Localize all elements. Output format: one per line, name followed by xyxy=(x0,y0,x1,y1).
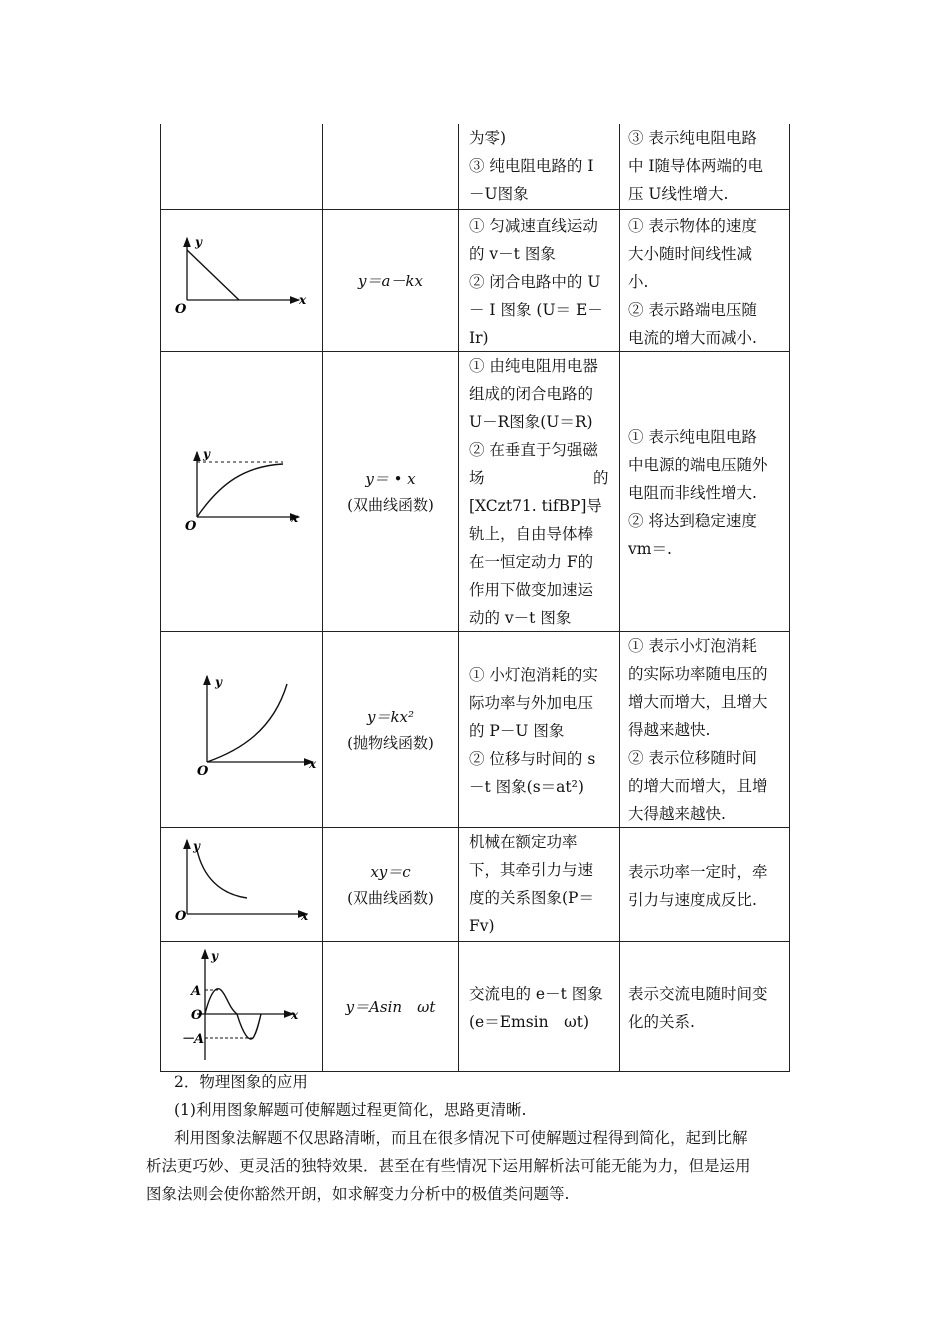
meaning-cell xyxy=(619,632,790,827)
formula-text: y＝kx² xyxy=(366,707,415,726)
example-cell xyxy=(458,352,619,631)
example-line: 下，其牵引力与速 xyxy=(469,861,594,879)
meaning-line: 大得越来越快. xyxy=(628,805,726,823)
parabola-graph xyxy=(161,632,323,828)
meaning-line: ③ 表示纯电阻电路 xyxy=(628,129,757,147)
meaning-line: 表示功率一定时，牵 xyxy=(628,862,768,881)
example-line: 场 的 xyxy=(469,469,609,487)
example-line: 的 v－t 图象 xyxy=(469,245,556,263)
example-line: 的 P－U 图象 xyxy=(469,721,565,740)
meaning-cell xyxy=(619,828,790,941)
example-cell xyxy=(458,210,619,351)
meaning-cell xyxy=(619,942,790,1071)
meaning-line: 的增大而增大，且增 xyxy=(628,777,768,795)
y-axis-label: y xyxy=(203,447,210,461)
meaning-line: 中 I随导体两端的电 xyxy=(628,157,764,175)
origin-label: O xyxy=(191,1008,203,1023)
graph-cell xyxy=(160,352,322,631)
example-cell xyxy=(458,828,619,941)
origin-label: O xyxy=(175,909,187,924)
meaning-line: ② 将达到稳定速度 xyxy=(628,511,757,530)
formula-cell xyxy=(322,352,458,631)
section-heading: 2．物理图象的应用 xyxy=(174,1073,308,1091)
formula-cell xyxy=(322,632,458,827)
formula-note: (抛物线函数) xyxy=(347,733,434,752)
meaning-line: 大小随时间线性减 xyxy=(628,245,753,263)
example-line: 机械在额定功率 xyxy=(469,833,578,851)
linear-decreasing-graph xyxy=(161,210,323,352)
body-line: 析法更巧妙、更灵活的独特效果．甚至在有些情况下运用解析法可能无能为力，但是运用 xyxy=(146,1157,751,1175)
meaning-line: ① 表示纯电阻电路 xyxy=(628,427,757,446)
meaning-line: 表示交流电随时间变 xyxy=(628,984,768,1003)
example-cell xyxy=(458,942,619,1071)
hyperbola-graph xyxy=(161,828,323,942)
origin-label: O xyxy=(175,302,187,317)
meaning-line: 小. xyxy=(628,273,649,291)
example-line: 作用下做变加速运 xyxy=(469,581,594,599)
meaning-line: vm＝. xyxy=(628,539,672,558)
origin-label: O xyxy=(185,519,197,534)
example-line: Ir) xyxy=(469,329,489,347)
example-line: 轨上，自由导体棒 xyxy=(469,525,594,543)
example-line: 度的关系图象(P＝ xyxy=(469,889,594,907)
example-cell xyxy=(458,632,619,827)
table-row xyxy=(160,828,790,942)
meaning-line: ① 表示物体的速度 xyxy=(628,217,757,235)
meaning-cell xyxy=(619,352,790,631)
formula-text: y＝Asin ωt xyxy=(345,997,436,1016)
example-line: ③ 纯电阻电路的 I xyxy=(469,157,594,175)
table-row xyxy=(160,124,790,210)
x-axis-label: x xyxy=(309,757,317,771)
example-line: ② 闭合电路中的 U xyxy=(469,273,601,291)
y-axis-label: y xyxy=(195,235,202,249)
example-line: (e＝Emsin ωt) xyxy=(469,1012,590,1031)
graph-table xyxy=(160,124,790,1072)
meaning-line: 的实际功率随电压的 xyxy=(628,665,768,683)
example-line: 为零) xyxy=(469,129,507,147)
x-axis-label: x xyxy=(291,511,299,525)
origin-label: O xyxy=(197,764,209,779)
y-axis-label: y xyxy=(211,949,218,963)
meaning-line: 电流的增大而减小. xyxy=(628,329,757,347)
y-axis-label: y xyxy=(193,839,200,853)
body-line: 图象法则会使你豁然开朗，如求解变力分析中的极值类问题等. xyxy=(146,1185,570,1203)
example-line: 交流电的 e－t 图象 xyxy=(469,984,603,1003)
meaning-line: 引力与速度成反比. xyxy=(628,890,757,909)
formula-cell xyxy=(322,828,458,941)
meaning-line: ② 表示路端电压随 xyxy=(628,301,757,319)
example-line: ② 在垂直于匀强磁 xyxy=(469,441,598,459)
example-line: ① 由纯电阻用电器 xyxy=(469,357,598,375)
example-line: [XCzt71. tifBP]导 xyxy=(469,497,602,515)
example-cell xyxy=(458,124,619,209)
example-line: 动的 v－t 图象 xyxy=(469,609,572,627)
formula-note: (双曲线函数) xyxy=(347,495,434,514)
saturating-curve-graph xyxy=(161,352,323,632)
formula-cell xyxy=(322,942,458,1071)
meaning-line: 电阻而非线性增大. xyxy=(628,483,757,502)
x-axis-label: x xyxy=(301,909,309,923)
formula-text: y＝ • x xyxy=(365,469,416,488)
meaning-cell xyxy=(619,210,790,351)
section-subheading: (1)利用图象解题可使解题过程更简化，思路更清晰. xyxy=(174,1101,527,1119)
meaning-cell xyxy=(619,124,790,209)
x-axis-label: x xyxy=(291,1008,299,1022)
meaning-line: 化的关系. xyxy=(628,1012,695,1031)
formula-cell xyxy=(322,124,458,209)
graph-cell xyxy=(160,942,322,1071)
formula-text: y＝a－kx xyxy=(358,271,423,290)
example-line: ① 小灯泡消耗的实 xyxy=(469,665,598,684)
meaning-line: 中电源的端电压随外 xyxy=(628,455,768,474)
meaning-line: 增大而增大，且增大 xyxy=(628,693,768,711)
x-axis-label: x xyxy=(299,293,307,307)
table-row xyxy=(160,210,790,352)
meaning-line: ① 表示小灯泡消耗 xyxy=(628,637,757,655)
example-line: －U图象 xyxy=(469,185,529,203)
example-line: ② 位移与时间的 s xyxy=(469,749,596,768)
formula-note: (双曲线函数) xyxy=(347,888,434,907)
example-line: －t 图象(s＝at²) xyxy=(469,777,584,796)
example-line: 组成的闭合电路的 xyxy=(469,385,594,403)
graph-cell xyxy=(160,632,322,827)
graph-cell xyxy=(160,828,322,941)
meaning-line: 得越来越快. xyxy=(628,721,711,739)
neg-amplitude-label: －A xyxy=(181,1032,205,1047)
table-row xyxy=(160,942,790,1072)
example-line: 在一恒定动力 F的 xyxy=(469,553,594,571)
meaning-line: 压 U线性增大. xyxy=(628,185,729,203)
sine-wave-graph xyxy=(161,942,323,1072)
graph-cell xyxy=(160,124,322,209)
table-row xyxy=(160,632,790,828)
meaning-line: ② 表示位移随时间 xyxy=(628,749,757,767)
example-line: － I 图象 (U＝ E－ xyxy=(469,301,603,319)
amplitude-label: A xyxy=(191,984,202,999)
table-row xyxy=(160,352,790,632)
body-line: 利用图象法解题不仅思路清晰，而且在很多情况下可使解题过程得到简化，起到比解 xyxy=(174,1129,748,1147)
formula-text: xy＝c xyxy=(370,862,411,881)
example-line: Fv) xyxy=(469,917,495,935)
example-line: ① 匀减速直线运动 xyxy=(469,217,598,235)
y-axis-label: y xyxy=(215,675,222,689)
example-line: 际功率与外加电压 xyxy=(469,693,594,712)
graph-cell xyxy=(160,210,322,351)
formula-cell xyxy=(322,210,458,351)
example-line: U－R图象(U＝R) xyxy=(469,413,593,431)
